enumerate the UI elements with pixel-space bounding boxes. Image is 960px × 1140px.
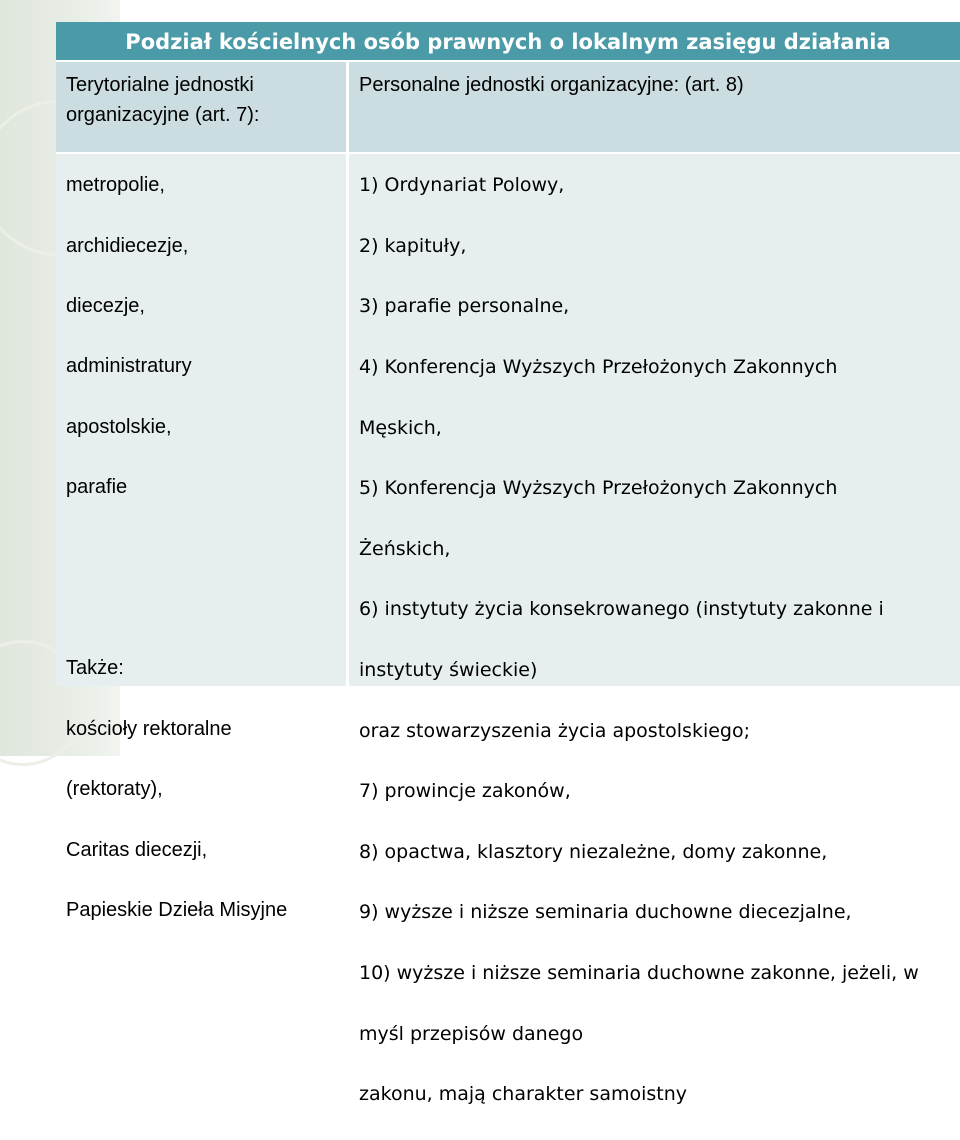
list-item: diecezje, — [66, 295, 145, 318]
list-item: 1) Ordynariat Polowy, — [359, 174, 565, 197]
list-item: 5) Konferencja Wyższych Przełożonych Zakonnych — [359, 477, 838, 500]
list-item: oraz stowarzyszenia życia apostolskiego; — [359, 719, 751, 742]
list-item: 10) wyższe i niższe seminaria duchowne zakonne, jeżeli, w — [359, 962, 919, 985]
list-item: archidiecezje, — [66, 234, 189, 257]
spacer-line — [66, 593, 341, 623]
list-item: myśl przepisów danego — [359, 1022, 584, 1045]
list-item: 2) kapituły, — [359, 234, 467, 257]
list-item: zakonu, mają charakter samoistny — [359, 1083, 688, 1106]
list-item: (rektoraty), — [66, 778, 163, 801]
comparison-table — [56, 22, 960, 1106]
list-item: kościoły rektoralne — [66, 717, 232, 740]
list-item: Papieskie Dzieła Misyjne — [66, 899, 288, 922]
list-item: 3) parafie personalne, — [359, 295, 570, 318]
list-item: metropolie, — [66, 174, 165, 197]
list-item: 6) instytuty życia konsekrowanego (instytuty zakonne i — [359, 598, 884, 621]
header-territorial-units: Terytorialne jednostki organizacyjne (art. 7): — [66, 74, 260, 126]
header-personal-units: Personalne jednostki organizacyjne: (art. 8) — [359, 74, 744, 96]
list-item: 9) wyższe i niższe seminaria duchowne diecezjalne, — [359, 901, 852, 924]
list-item: administratury — [66, 355, 192, 378]
list-item: Także: — [66, 657, 124, 680]
list-item: Caritas diecezji, — [66, 838, 208, 861]
list-item: 4) Konferencja Wyższych Przełożonych Zakonnych — [359, 356, 838, 379]
list-item: 7) prowincje zakonów, — [359, 780, 571, 803]
column-divider — [346, 62, 349, 686]
list-item: apostolskie, — [66, 415, 172, 438]
spacer-line — [66, 533, 341, 563]
list-item: 8) opactwa, klasztory niezależne, domy zakonne, — [359, 840, 828, 863]
personal-units-list — [359, 140, 954, 1140]
list-item: instytuty świeckie) — [359, 659, 538, 682]
table-title: Podział kościelnych osób prawnych o lokalnym zasięgu działania — [56, 22, 960, 62]
territorial-units-list — [66, 140, 341, 955]
list-item: Męskich, — [359, 416, 442, 439]
list-item: parafie — [66, 476, 128, 499]
list-item: Żeńskich, — [359, 537, 451, 560]
